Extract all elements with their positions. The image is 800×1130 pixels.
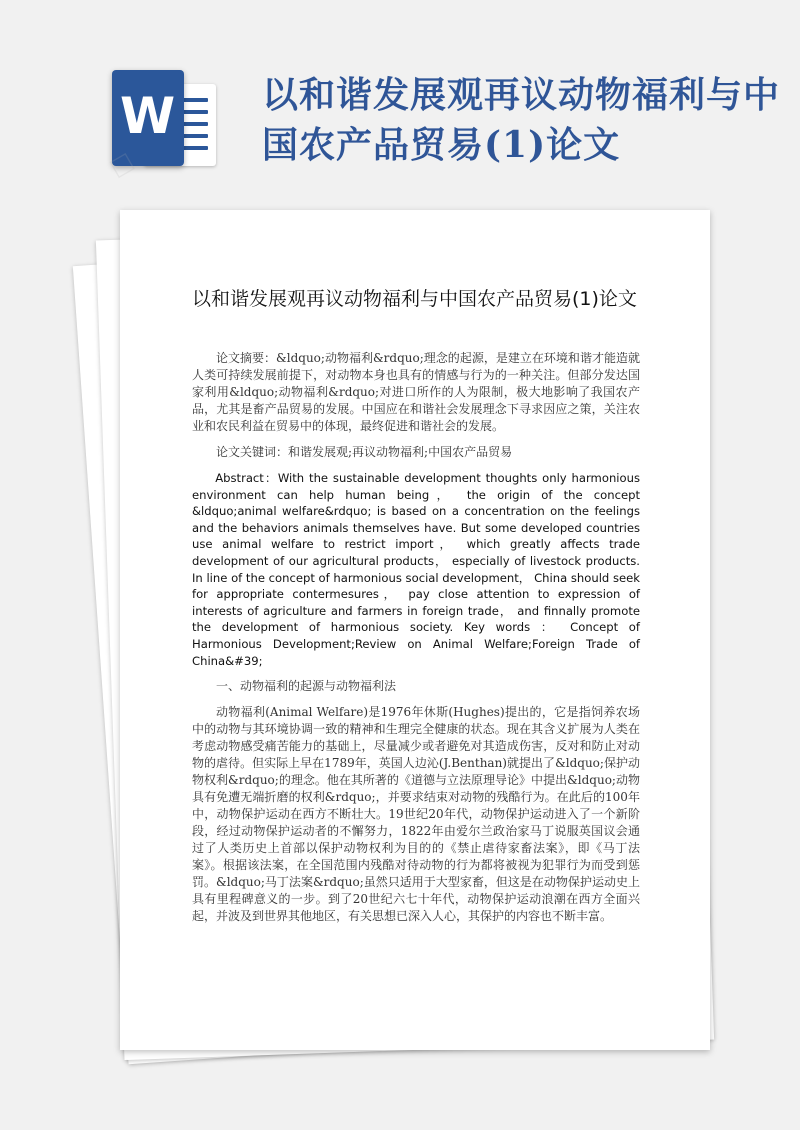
body-paragraph: 动物福利(Animal Welfare)是1976年休斯(Hughes)提出的，它是指饲养农场中的动物与其环境协调一致的精神和生理完全健康的状态。现在其含义扩展为人类在考虑动物感受痛苦能力的基础上，尽量减少或者避免对其造成伤害，反对和防止对动物的虐待。但实际上早在1789年，英国人边沁(J.Benthan)就提出了&ldquo;保护动物权利&rdquo;的理念。他在其所著的《道德与立法原理导论》中提出&ldquo;动物具有免遭无端折磨的权利&rdquo;，并要求结束对动物的残酷行为。在此后的100年中，动物保护运动在西方不断壮大。19世纪20年代，动物保护运动进入了一个新阶段，经过动物保护运动者的不懈努力，1822年由爱尔兰政治家马丁说服英国议会通过了人类历史上首部以保护动物权利为目的的《禁止虐待家畜法案》，即《马丁法案》。根据该法案，在全国范围内残酷对待动物的行为都将被视为犯罪行为而受到惩罚。&ldquo;马丁法案&rdquo;虽然只适用于大型家畜，但这是在动物保护运动史上具有里程碑意义的一步。到了20世纪六七十年代，动物保护运动浪潮在西方全面兴起，并波及到世界其他地区，有关思想已深入人心，其保护的内容也不断丰富。 [192,705,640,924]
abstract-paragraph: 论文摘要：&ldquo;动物福利&rdquo;理念的起源，是建立在环境和谐才能造就人类可持续发展前提下，对动物本身也具有的情感与行为的一种关注。但部分发达国家利用&ldquo;动物福利&rdquo;对进口所作的人为限制，极大地影响了我国农产品，尤其是畜产品贸易的发展。中国应在和谐社会发展理念下寻求因应之策，关注农业和农民利益在贸易中的体现，最终促进和谐社会的发展。 [192,351,640,433]
document-title: 以和谐发展观再议动物福利与中国农产品贸易(1)论文 [192,288,637,310]
keywords-paragraph: 论文关键词：和谐发展观;再议动物福利;中国农产品贸易 [216,445,513,459]
section-heading: 一、动物福利的起源与动物福利法 [216,679,397,694]
word-logo-tile [112,70,184,166]
word-app-icon [112,70,224,170]
document-body [192,350,640,934]
banner-title: 以和谐发展观再议动物福利与中国农产品贸易(1)论文 [262,74,781,166]
english-abstract-paragraph: Abstract：With the sustainable development thoughts only harmonious environment can help human being， the origin of the concept &ldquo;animal welfare&rdquo; is based on a concentration on the feelings and the behaviors animals themselves have. But some developed countries use animal welfare to restrict import， which greatly affects trade development of our agricultural products， especially of livestock products. In line of the concept of harmonious social development， China should seek for appropriate contermesures， pay close attention to expression of interests of agriculture and farmers in foreign trade， and finnally promote the development of harmonious society. Key words ： Concept of Harmonious Development;Review on Animal Welfare;Foreign Trade of China&#39; [192,471,640,668]
word-logo-letter: W [120,87,176,145]
document-page [120,210,710,1050]
